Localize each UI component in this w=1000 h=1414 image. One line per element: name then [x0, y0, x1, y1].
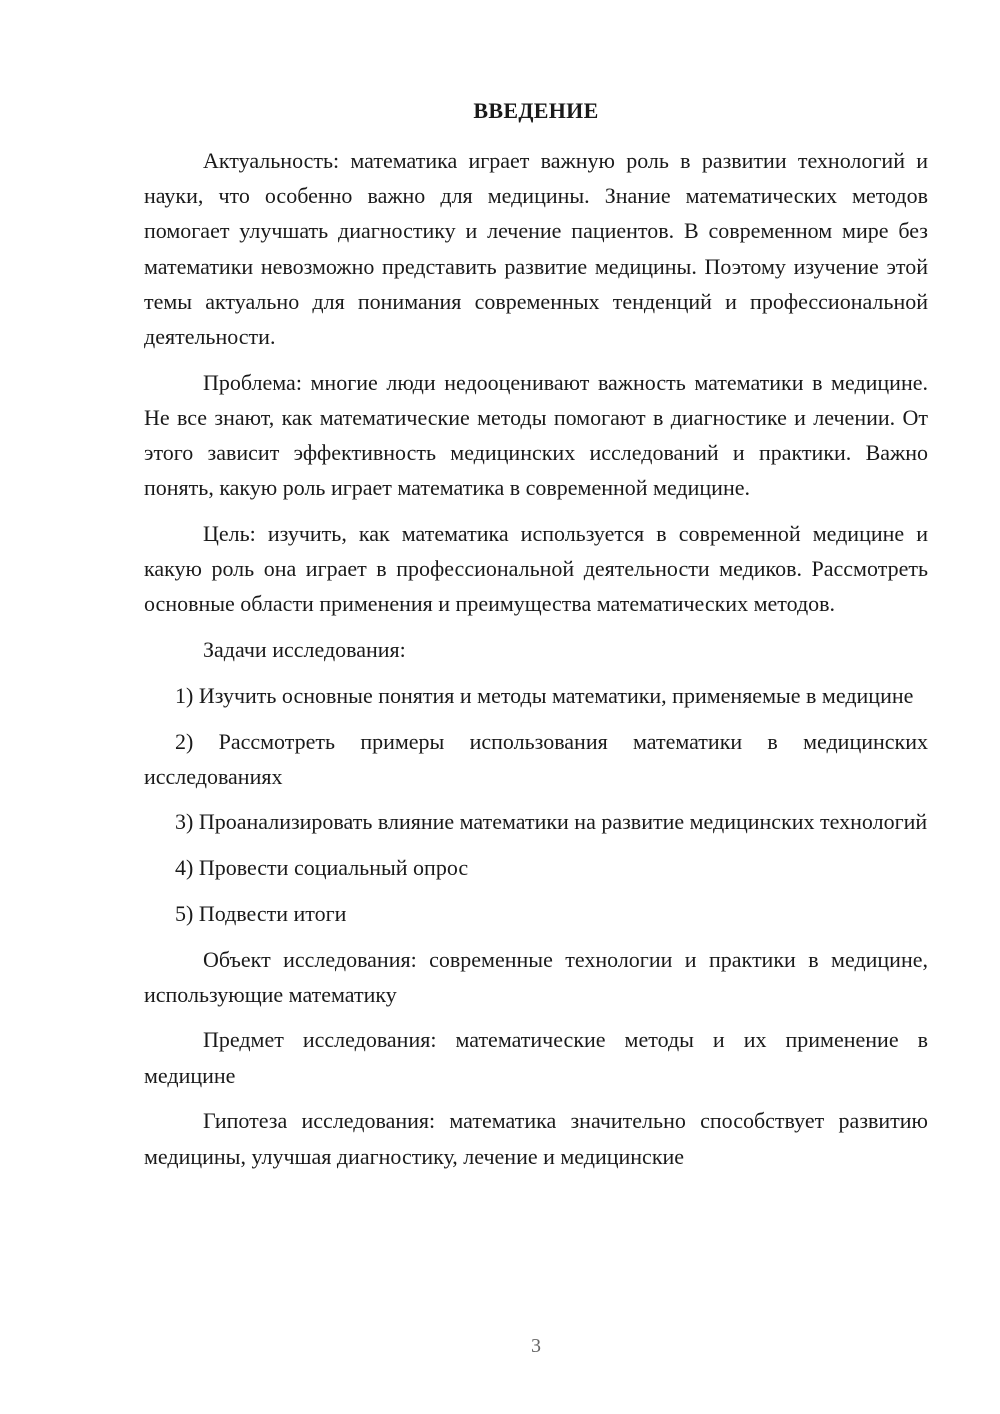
section-title: ВВЕДЕНИЕ — [473, 98, 599, 123]
paragraph-tasks-heading: Задачи исследования: — [203, 637, 406, 663]
task-item-1: 1) Изучить основные понятия и методы математики, применяемые в медицине — [175, 682, 914, 708]
task-item-5: 5) Подвести итоги — [175, 900, 347, 926]
document-body — [144, 143, 928, 1174]
paragraph-goal: Цель: изучить, как математика используется в современной медицине и какую роль она играет в профессиональной деятельности медиков. Рассмотреть основные области применения и преимущества математических методов. — [144, 521, 928, 617]
task-item-3: 3) Проанализировать влияние математики на развитие медицинских технологий — [175, 809, 928, 835]
paragraph-relevance: Актуальность: математика играет важную роль в развитии технологий и науки, что особенно важно для медицины. Знание математических методов помогает улучшать диагностику и лечение пациентов. В современном мире без математики невозможно представить развитие медицины. Поэтому изучение этой темы актуально для понимания современных тенденций и профессиональной деятельности. — [144, 148, 928, 350]
task-item-2: 2) Рассмотреть примеры использования математики в медицинских исследованиях — [144, 728, 928, 789]
paragraph-hypothesis: Гипотеза исследования: математика значительно способствует развитию медицины, улучшая диагностику, лечение и медицинские — [144, 1108, 928, 1169]
page-number: 3 — [531, 1335, 541, 1357]
task-item-4: 4) Провести социальный опрос — [175, 855, 469, 881]
paragraph-problem: Проблема: многие люди недооценивают важность математики в медицине. Не все знают, как математические методы помогают в диагностике и лечении. От этого зависит эффективность медицинских исследований и практики. Важно понять, какую роль играет математика в современной медицине. — [144, 369, 928, 501]
paragraph-subject: Предмет исследования: математические методы и их применение в медицине — [144, 1027, 928, 1088]
paragraph-object: Объект исследования: современные технологии и практики в медицине, использующие математику — [144, 946, 928, 1007]
